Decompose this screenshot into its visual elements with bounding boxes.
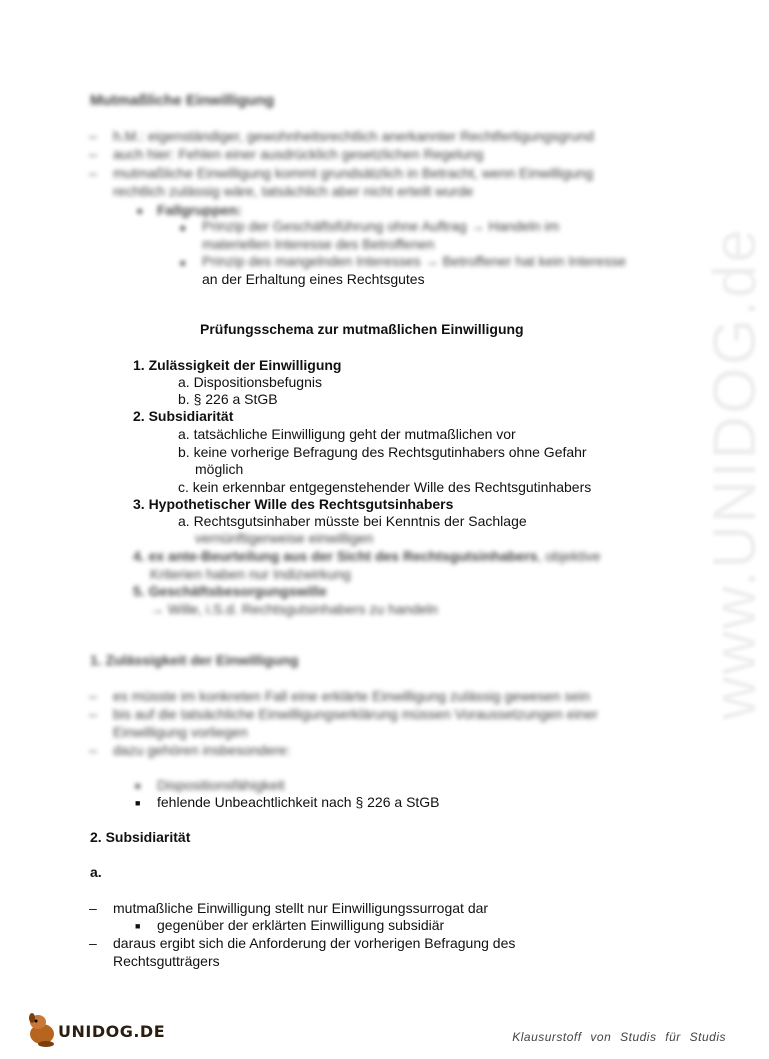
section-2-line-1: – mutmaßliche Einwilligung stellt nur Einwilligungssurrogat dar <box>113 900 488 917</box>
section-2-heading: 2. Subsidiarität <box>90 829 191 845</box>
fallgruppen-label: Fallgruppen: <box>157 202 242 218</box>
fallgruppe-2-cont: an der Erhaltung eines Rechtsgutes <box>202 271 425 287</box>
schema-item-3a-cont: vernünftigerweise einwilligen <box>195 530 374 546</box>
schema-item-2b-cont: möglich <box>195 461 244 477</box>
footer-tagline: Klausurstoff von Studis für Studis <box>512 1030 726 1044</box>
schema-item-1a: a. Dispositionsbefugnis <box>178 374 322 390</box>
unidog-logo <box>24 1010 164 1050</box>
schema-item-5a: → Wille, i.S.d. Rechtsgutsinhabers zu handeln <box>150 601 438 617</box>
fallgruppe-2: Prinzip des mangelnden Interesses → Betroffener hat kein Interesse <box>202 253 626 269</box>
intro-line-4: rechtlich zulässig wäre, tatsächlich aber nicht erteilt wurde <box>113 183 474 199</box>
schema-item-1b: b. § 226 a StGB <box>178 391 278 407</box>
section-1-line-1: – es müsste im konkreten Fall eine erklärte Einwilligung zulässig gewesen sein <box>113 688 590 705</box>
square-bullet: ■ <box>180 258 186 268</box>
intro-line-3: – mutmaßliche Einwilligung kommt grundsätzlich in Betracht, wenn Einwilligung <box>113 165 593 182</box>
schema-item-2c: c. kein erkennbar entgegenstehender Wille des Rechtsgutinhabers <box>178 479 592 495</box>
section-2-line-2-cont: Rechtsgutträgers <box>113 953 220 969</box>
square-bullet: ■ <box>135 798 141 808</box>
section-1-bullet-1: Dispositionsfähigkeit <box>157 777 285 793</box>
section-1-line-3: – dazu gehören insbesondere: <box>113 742 290 759</box>
schema-item-2b: b. keine vorherige Befragung des Rechtsgutinhabers ohne Gefahr <box>178 444 587 460</box>
square-bullet: ■ <box>135 781 141 791</box>
schema-item-4-cont: Kriterien haben nur Indizwirkung <box>150 566 351 582</box>
section-1-line-2-cont: Einwilligung vorliegen <box>113 724 248 740</box>
schema-item-5: 5. Geschäftsbesorgungswille <box>133 583 327 599</box>
square-bullet: ■ <box>135 921 141 931</box>
schema-item-3a: a. Rechtsgutsinhaber müsste bei Kenntnis der Sachlage <box>178 513 527 529</box>
schema-item-3: 3. Hypothetischer Wille des Rechtsgutsinhabers <box>133 496 454 512</box>
intro-line-2: – auch hier: Fehlen einer ausdrücklich gesetzlichen Regelung <box>113 146 483 163</box>
intro-line-1: – h.M.: eigenständiger, gewohnheitsrechtlich anerkannter Rechtfertigungsgrund <box>113 128 594 145</box>
schema-item-4 <box>133 548 601 565</box>
page-title: Mutmaßliche Einwilligung <box>90 92 275 109</box>
schema-item-2: 2. Subsidiarität <box>133 408 234 424</box>
section-2-line-2: – daraus ergibt sich die Anforderung der vorherigen Befragung des <box>113 935 515 952</box>
section-1-bullet-2: fehlende Unbeachtlichkeit nach § 226 a StGB <box>157 794 440 810</box>
square-bullet: ■ <box>137 206 143 216</box>
schema-item-1: 1. Zulässigkeit der Einwilligung <box>133 357 342 373</box>
fallgruppe-1: Prinzip der Geschäftsführung ohne Auftrag → Handeln im <box>202 218 560 234</box>
schema-title: Prüfungsschema zur mutmaßlichen Einwilligung <box>200 321 524 337</box>
section-2-bullet-1: gegenüber der erklärten Einwilligung subsidiär <box>157 917 445 933</box>
square-bullet: ■ <box>180 223 186 233</box>
schema-item-4-rest: , objektive <box>537 548 601 564</box>
fallgruppe-1-cont: materiellen Interesse des Betroffenen <box>202 236 435 252</box>
schema-item-2a: a. tatsächliche Einwilligung geht der mutmaßlichen vor <box>178 426 516 442</box>
section-1-heading: 1. Zulässigkeit der Einwilligung <box>90 652 299 668</box>
schema-item-4-bold: 4. ex ante-Beurteilung aus der Sicht des Rechtsgutsinhabers <box>133 548 538 564</box>
section-1-line-2: – bis auf die tatsächliche Einwilligungserklärung müssen Voraussetzungen einer <box>113 706 598 723</box>
section-2-sub: a. <box>90 864 102 880</box>
logo-text: UNIDOG.DE <box>58 1022 166 1041</box>
watermark: www.UNIDOG.de <box>701 227 768 720</box>
